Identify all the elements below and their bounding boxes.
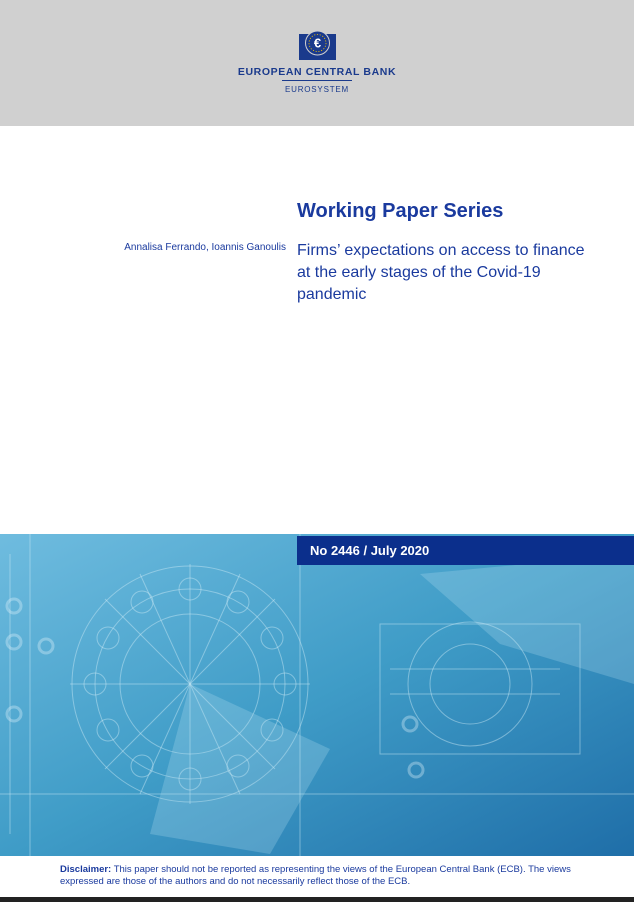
bottom-rule <box>0 897 634 902</box>
ecb-euro-logo-icon <box>299 28 336 60</box>
svg-text:€: € <box>313 35 322 51</box>
disclaimer-label: Disclaimer: <box>60 864 112 875</box>
paper-title: Firms’ expectations on access to finance at the early stages of the Covid-19 pandemic <box>297 242 585 303</box>
paper-number-bar <box>297 536 634 565</box>
bank-name: EUROPEAN CENTRAL BANK <box>237 66 397 78</box>
series-title: Working Paper Series <box>297 200 504 222</box>
header-band <box>0 0 634 126</box>
eurosystem-label: EUROSYSTEM <box>284 85 349 94</box>
disclaimer-text: This paper should not be reported as representing the views of the European Central Bank (ECB). The views expressed are those of the authors and do not necessarily reflect those of the ECB. <box>60 864 571 887</box>
bank-name-rule <box>282 80 352 81</box>
authors: Annalisa Ferrando, Ioannis Ganoulis <box>124 242 286 253</box>
paper-number: No 2446 / July 2020 <box>310 543 430 558</box>
cover-artwork <box>0 534 634 856</box>
disclaimer <box>60 864 580 888</box>
